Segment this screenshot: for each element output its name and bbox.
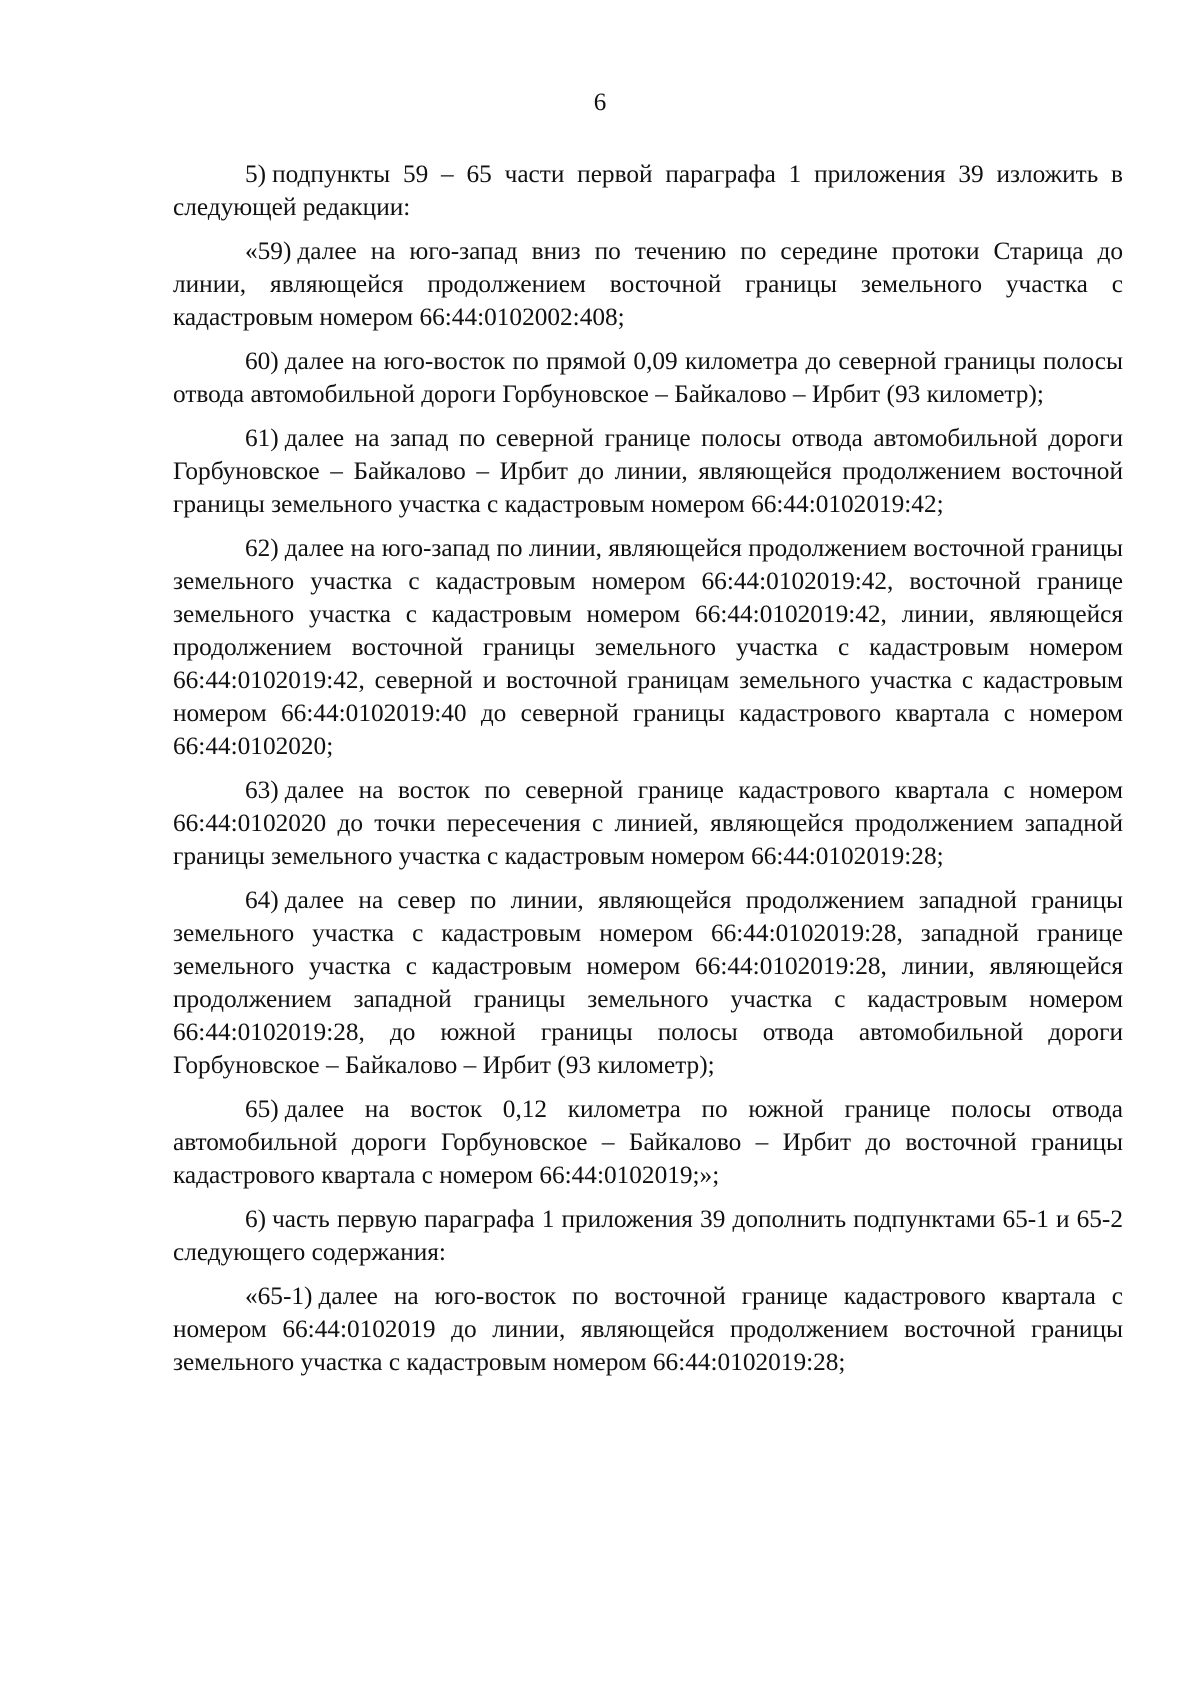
paragraph-text: часть первую параграфа 1 приложения 39 дополнить подпунктами 65-1 и 65-2 следующего содержания: bbox=[173, 1205, 1123, 1266]
paragraph-number: 65) bbox=[245, 1095, 279, 1123]
paragraph-item-63 bbox=[173, 774, 1123, 873]
paragraph-item-64 bbox=[173, 884, 1123, 1082]
paragraph-number: 61) bbox=[245, 424, 279, 452]
paragraph-item-5 bbox=[173, 158, 1123, 224]
paragraph-number: «59) bbox=[245, 237, 292, 265]
paragraph-item-61 bbox=[173, 422, 1123, 521]
paragraph-item-65-1 bbox=[173, 1280, 1123, 1379]
paragraph-text: подпункты 59 – 65 части первой параграфа 1 приложения 39 изложить в следующей редакции: bbox=[173, 160, 1123, 221]
paragraph-text: далее на север по линии, являющейся продолжением западной границы земельного участка с кадастровым номером 66:44:0102019:28, западной границе земельного участка с кадастровым номером 66:44:0102019:28, линии, являющейся продолжением западной границы земельного участка с кадастровым номером 66:44:0102019:28, до южной границы полосы отвода автомобильной дороги Горбуновское – Байкалово – Ирбит (93 километр); bbox=[173, 886, 1123, 1079]
paragraph-text: далее на запад по северной границе полосы отвода автомобильной дороги Горбуновское – Байкалово – Ирбит до линии, являющейся продолжением восточной границы земельного участка с кадастровым номером 66:44:0102019:42; bbox=[173, 424, 1123, 518]
paragraph-item-62 bbox=[173, 532, 1123, 763]
paragraph-text: далее на восток 0,12 километра по южной границе полосы отвода автомобильной дороги Горбуновское – Байкалово – Ирбит до восточной границы кадастрового квартала с номером 66:44:0102019;»; bbox=[173, 1095, 1123, 1189]
paragraph-text: далее на юго-запад по линии, являющейся продолжением восточной границы земельного участка с кадастровым номером 66:44:0102019:42, восточной границе земельного участка с кадастровым номером 66:44:0102019:42, линии, являющейся продолжением восточной границы земельного участка с кадастровым номером 66:44:0102019:42, северной и восточной границам земельного участка с кадастровым номером 66:44:0102019:40 до северной границы кадастрового квартала с номером 66:44:0102020; bbox=[173, 534, 1123, 760]
paragraph-item-65 bbox=[173, 1093, 1123, 1192]
document-body bbox=[173, 158, 1123, 1390]
page-number: 6 bbox=[593, 89, 607, 116]
paragraph-item-60 bbox=[173, 345, 1123, 411]
paragraph-item-59 bbox=[173, 235, 1123, 334]
paragraph-text: далее на юго-запад вниз по течению по середине протоки Старица до линии, являющейся продолжением восточной границы земельного участка с кадастровым номером 66:44:0102002:408; bbox=[173, 237, 1123, 331]
paragraph-text: далее на юго-восток по прямой 0,09 километра до северной границы полосы отвода автомобильной дороги Горбуновское – Байкалово – Ирбит (93 километр); bbox=[173, 347, 1123, 408]
paragraph-item-6 bbox=[173, 1203, 1123, 1269]
paragraph-number: «65-1) bbox=[245, 1282, 313, 1310]
paragraph-number: 6) bbox=[245, 1205, 267, 1233]
paragraph-number: 64) bbox=[245, 886, 279, 914]
paragraph-text: далее на юго-восток по восточной границе кадастрового квартала с номером 66:44:0102019 до линии, являющейся продолжением восточной границы земельного участка с кадастровым номером 66:44:0102019:28; bbox=[173, 1282, 1123, 1376]
paragraph-number: 62) bbox=[245, 534, 279, 562]
paragraph-text: далее на восток по северной границе кадастрового квартала с номером 66:44:0102020 до точки пересечения с линией, являющейся продолжением западной границы земельного участка с кадастровым номером 66:44:0102019:28; bbox=[173, 776, 1123, 870]
paragraph-number: 5) bbox=[245, 160, 267, 188]
paragraph-number: 63) bbox=[245, 776, 279, 804]
paragraph-number: 60) bbox=[245, 347, 279, 375]
